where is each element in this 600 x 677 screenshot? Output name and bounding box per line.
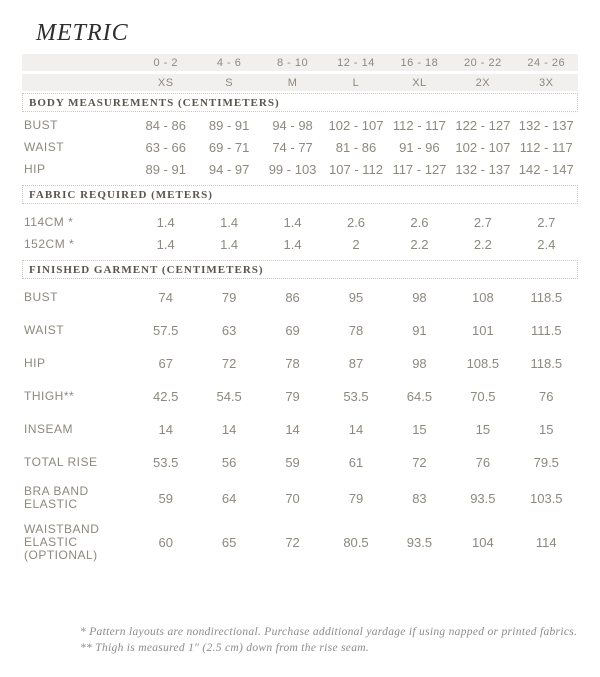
size-letter-header: M bbox=[287, 76, 298, 89]
row-label: WAIST bbox=[24, 323, 65, 337]
size-range-header-row bbox=[22, 54, 578, 71]
size-range-header: 8 - 10 bbox=[276, 56, 309, 69]
row-label: HIP bbox=[24, 161, 46, 176]
table-row bbox=[22, 136, 578, 158]
footnote-thigh-measurement: ** Thigh is measured 1″ (2.5 cm) down from the rise seam. bbox=[80, 642, 370, 654]
measurement-cell: 91 bbox=[412, 323, 427, 338]
measurement-cell: 2.2 bbox=[473, 236, 492, 252]
measurement-cell: 95 bbox=[348, 290, 364, 305]
measurement-cell: 74 bbox=[158, 290, 173, 305]
measurement-cell: 108.5 bbox=[466, 356, 500, 371]
measurement-cell: 102 - 107 bbox=[328, 117, 384, 133]
measurement-cell: 122 - 127 bbox=[455, 117, 511, 133]
measurement-cell: 87 bbox=[348, 356, 364, 371]
measurement-cell: 2.6 bbox=[346, 214, 366, 230]
measurement-cell: 102 - 107 bbox=[455, 139, 511, 155]
measurement-cell: 79 bbox=[221, 290, 237, 305]
measurement-cell: 59 bbox=[158, 490, 173, 506]
measurement-cell: 79 bbox=[348, 490, 364, 506]
measurement-cell: 142 - 147 bbox=[518, 161, 574, 177]
size-letter-header: XL bbox=[412, 76, 427, 89]
size-letter-header: S bbox=[225, 76, 234, 89]
measurement-cell: 76 bbox=[475, 455, 491, 470]
measurement-cell: 61 bbox=[348, 455, 364, 470]
measurement-cell: 65 bbox=[221, 535, 237, 550]
table-row bbox=[22, 347, 578, 380]
measurement-cell: 1.4 bbox=[283, 214, 302, 230]
table-row bbox=[22, 479, 578, 517]
measurement-cell: 14 bbox=[285, 422, 300, 437]
measurement-cell: 118.5 bbox=[530, 356, 563, 371]
table-section bbox=[22, 185, 578, 255]
measurement-cell: 94 - 98 bbox=[272, 117, 313, 133]
size-letter-header: 2X bbox=[475, 76, 491, 89]
measurement-cell: 83 bbox=[412, 490, 427, 506]
row-label: BUST bbox=[24, 117, 59, 132]
measurement-cell: 15 bbox=[412, 422, 427, 437]
measurement-cell: 63 bbox=[221, 323, 237, 338]
size-range-header: 12 - 14 bbox=[337, 56, 375, 69]
measurement-cell: 84 - 86 bbox=[145, 117, 186, 133]
measurement-cell: 60 bbox=[158, 535, 173, 550]
measurement-cell: 80.5 bbox=[343, 535, 369, 550]
row-label: 114CM * bbox=[24, 214, 74, 229]
section-rows bbox=[22, 204, 578, 255]
measurement-cell: 93.5 bbox=[470, 490, 496, 506]
size-letter-header-row bbox=[22, 74, 578, 91]
section-rows bbox=[22, 112, 578, 180]
measurement-cell: 54.5 bbox=[216, 389, 242, 404]
measurement-cell: 104 bbox=[472, 535, 494, 550]
size-letter-header: XS bbox=[157, 76, 174, 89]
measurement-cell: 1.4 bbox=[220, 236, 239, 252]
measurement-cell: 1.4 bbox=[156, 214, 175, 230]
size-table bbox=[22, 54, 578, 568]
measurement-cell: 76 bbox=[539, 389, 554, 404]
table-section bbox=[22, 260, 578, 568]
measurement-cell: 15 bbox=[539, 422, 554, 437]
measurement-cell: 86 bbox=[285, 290, 300, 305]
table-sections bbox=[22, 93, 578, 568]
measurement-cell: 118.5 bbox=[530, 290, 563, 305]
measurement-cell: 81 - 86 bbox=[335, 139, 377, 155]
measurement-cell: 78 bbox=[285, 356, 300, 371]
table-row bbox=[22, 413, 578, 446]
measurement-cell: 98 bbox=[412, 290, 427, 305]
row-label: WAISTBAND ELASTIC (OPTIONAL) bbox=[24, 522, 100, 562]
measurement-cell: 103.5 bbox=[530, 490, 563, 506]
size-range-header: 24 - 26 bbox=[527, 56, 566, 69]
measurement-cell: 108 bbox=[472, 290, 494, 305]
measurement-cell: 114 bbox=[535, 535, 557, 550]
table-row bbox=[22, 446, 578, 479]
size-letter-header: 3X bbox=[539, 76, 554, 89]
measurement-cell: 79 bbox=[285, 389, 300, 404]
measurement-cell: 89 - 91 bbox=[145, 161, 186, 177]
measurement-cell: 59 bbox=[285, 455, 300, 470]
measurement-cell: 67 bbox=[158, 356, 173, 371]
table-row bbox=[22, 281, 578, 314]
section-header: FINISHED GARMENT (CENTIMETERS) bbox=[22, 260, 578, 279]
row-label: BUST bbox=[24, 290, 59, 304]
measurement-cell: 64.5 bbox=[406, 389, 433, 404]
table-row bbox=[22, 380, 578, 413]
measurement-cell: 56 bbox=[221, 455, 237, 470]
measurement-cell: 132 - 137 bbox=[518, 117, 574, 133]
footnotes bbox=[80, 624, 578, 656]
measurement-cell: 99 - 103 bbox=[268, 161, 317, 177]
measurement-cell: 63 - 66 bbox=[145, 139, 186, 155]
row-label: WAIST bbox=[24, 139, 65, 154]
table-row bbox=[22, 158, 578, 180]
measurement-cell: 14 bbox=[348, 422, 364, 437]
measurement-cell: 69 bbox=[285, 323, 300, 338]
measurement-cell: 2.7 bbox=[537, 214, 556, 230]
row-label: 152CM * bbox=[24, 236, 75, 251]
measurement-cell: 72 bbox=[221, 356, 237, 371]
measurement-cell: 89 - 91 bbox=[208, 117, 250, 133]
measurement-cell: 57.5 bbox=[153, 323, 179, 338]
measurement-cell: 1.4 bbox=[283, 236, 302, 252]
section-header: BODY MEASUREMENTS (CENTIMETERS) bbox=[22, 93, 578, 112]
measurement-cell: 117 - 127 bbox=[392, 161, 447, 177]
measurement-cell: 79.5 bbox=[533, 455, 559, 470]
section-rows bbox=[22, 279, 578, 568]
measurement-cell: 53.5 bbox=[343, 389, 369, 404]
measurement-cell: 53.5 bbox=[153, 455, 179, 470]
measurement-cell: 78 bbox=[348, 323, 364, 338]
row-label: HIP bbox=[24, 356, 46, 370]
measurement-cell: 72 bbox=[412, 455, 427, 470]
table-row bbox=[22, 314, 578, 347]
measurement-cell: 2 bbox=[352, 236, 360, 252]
measurement-cell: 14 bbox=[221, 422, 237, 437]
table-row bbox=[22, 114, 578, 136]
size-letter-header: L bbox=[352, 76, 360, 89]
table-row bbox=[22, 517, 578, 568]
size-range-header: 20 - 22 bbox=[463, 56, 502, 69]
table-section bbox=[22, 93, 578, 180]
measurement-cell: 2.7 bbox=[473, 214, 492, 230]
measurement-cell: 1.4 bbox=[220, 214, 239, 230]
measurement-cell: 72 bbox=[285, 535, 300, 550]
measurement-cell: 111.5 bbox=[530, 323, 562, 338]
size-range-header: 0 - 2 bbox=[153, 56, 178, 69]
measurement-cell: 64 bbox=[221, 490, 237, 506]
measurement-cell: 2.6 bbox=[410, 214, 429, 230]
measurement-cell: 74 - 77 bbox=[272, 139, 313, 155]
measurement-cell: 98 bbox=[412, 356, 427, 371]
footnote-pattern-layouts: * Pattern layouts are nondirectional. Purchase additional yardage if using napped or printed fabrics. bbox=[80, 626, 578, 638]
table-row bbox=[22, 211, 578, 233]
measurement-cell: 132 - 137 bbox=[455, 161, 511, 177]
measurement-cell: 42.5 bbox=[153, 389, 179, 404]
measurement-cell: 107 - 112 bbox=[329, 161, 383, 177]
measurement-cell: 2.4 bbox=[537, 236, 556, 252]
page-title: METRIC bbox=[36, 20, 129, 46]
measurement-cell: 14 bbox=[158, 422, 173, 437]
measurement-cell: 93.5 bbox=[406, 535, 433, 550]
table-row bbox=[22, 233, 578, 255]
measurement-cell: 69 - 71 bbox=[208, 139, 250, 155]
measurement-cell: 70.5 bbox=[470, 389, 496, 404]
measurement-cell: 15 bbox=[475, 422, 491, 437]
row-label: THIGH** bbox=[24, 389, 75, 403]
measurement-cell: 91 - 96 bbox=[399, 139, 440, 155]
row-label: TOTAL RISE bbox=[24, 455, 98, 469]
measurement-cell: 101 bbox=[472, 323, 494, 338]
measurement-cell: 70 bbox=[285, 490, 300, 506]
row-label: INSEAM bbox=[24, 422, 74, 436]
size-range-header: 4 - 6 bbox=[216, 56, 242, 69]
section-header: FABRIC REQUIRED (METERS) bbox=[22, 185, 578, 204]
size-range-header: 16 - 18 bbox=[400, 56, 439, 69]
measurement-cell: 94 - 97 bbox=[208, 161, 250, 177]
row-label: BRA BAND ELASTIC bbox=[24, 484, 89, 511]
measurement-cell: 112 - 117 bbox=[392, 117, 446, 133]
measurement-cell: 2.2 bbox=[410, 236, 429, 252]
measurement-cell: 112 - 117 bbox=[519, 139, 573, 155]
measurement-cell: 1.4 bbox=[156, 236, 175, 252]
